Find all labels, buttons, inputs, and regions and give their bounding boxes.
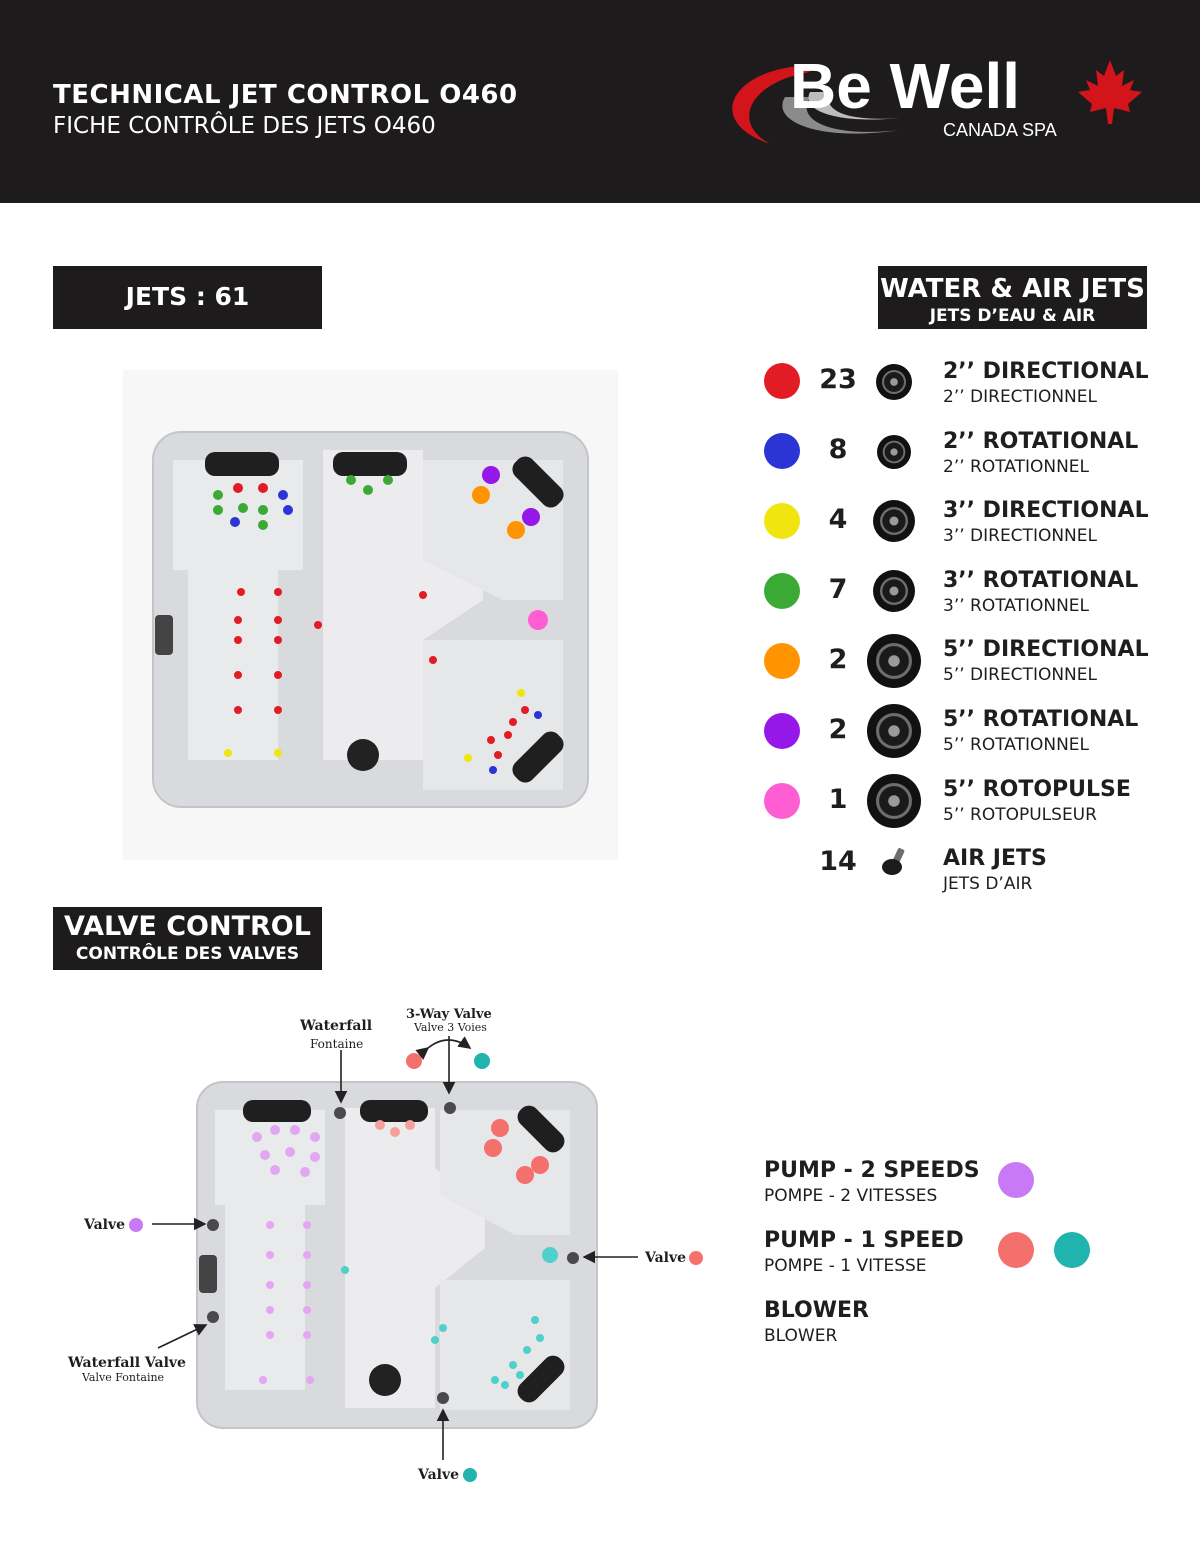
pump-2-speeds-dot [998, 1162, 1034, 1198]
page-subtitle: FICHE CONTRÔLE DES JETS O460 [53, 113, 436, 139]
valve-annotations [0, 990, 740, 1510]
legend-name-fr: 3’’ ROTATIONNEL [943, 596, 1090, 616]
jet-5in-rotopulse-icon [867, 774, 921, 828]
valve-control-subtitle: CONTRÔLE DES VALVES [75, 944, 300, 964]
legend-dot-green [764, 573, 800, 609]
filter-icon [347, 739, 379, 771]
legend-count: 1 [828, 784, 848, 815]
three-way-valve-label-fr: Valve 3 Voies [414, 1021, 487, 1034]
jet-2in-directional-icon [876, 364, 912, 400]
jets-count-label: JETS : 61 [125, 282, 250, 311]
legend-count: 2 [828, 714, 848, 745]
jet-5in-directional-icon [867, 634, 921, 688]
headrest-icon [205, 452, 279, 476]
waterfall-label: Waterfall [300, 1018, 373, 1034]
valve-label-right: Valve [645, 1250, 687, 1266]
valve-dot-purple [129, 1218, 143, 1232]
legend-dot-purple [764, 713, 800, 749]
waterfall-valve-label-fr: Valve Fontaine [82, 1371, 165, 1384]
legend-dot-pink [764, 783, 800, 819]
valve-dot-teal [463, 1468, 477, 1482]
legend-count: 23 [819, 364, 857, 395]
air-jet-icon [878, 845, 910, 877]
be-well-logo [710, 52, 1160, 162]
valve-dot-salmon [689, 1251, 703, 1265]
blower-label: BLOWER [764, 1298, 869, 1323]
legend-count: 2 [828, 644, 848, 675]
legend-dot-blue [764, 433, 800, 469]
three-way-dot-salmon [406, 1053, 422, 1069]
headrest-icon [333, 452, 407, 476]
legend-name-fr: 5’’ ROTATIONNEL [943, 735, 1090, 755]
legend-dot-orange [764, 643, 800, 679]
jet-2in-rotational-icon [877, 435, 911, 469]
valve-control-box [53, 907, 322, 970]
valve-control-title: VALVE CONTROL [64, 911, 311, 942]
valve-label-bottom: Valve [418, 1467, 460, 1483]
legend-name: 5’’ DIRECTIONAL [943, 637, 1149, 662]
maple-leaf-icon [1078, 60, 1142, 124]
legend-dot-yellow [764, 503, 800, 539]
waterfall-label-fr: Fontaine [310, 1037, 364, 1051]
pump-1-speed-dot-teal [1054, 1232, 1090, 1268]
jet-3in-rotational-icon [873, 570, 915, 612]
control-panel-icon [155, 615, 173, 655]
legend-name-fr: JETS D’AIR [943, 874, 1033, 894]
legend-name-fr: 2’’ ROTATIONNEL [943, 457, 1090, 477]
pump-2-speeds-label-fr: POMPE - 2 VITESSES [764, 1186, 938, 1206]
waterfall-valve-pointer [158, 1325, 206, 1348]
pump-1-speed-label: PUMP - 1 SPEED [764, 1228, 964, 1253]
legend-dot-red [764, 363, 800, 399]
waterfall-valve-label: Waterfall Valve [68, 1355, 186, 1371]
pump-2-speeds-label: PUMP - 2 SPEEDS [764, 1158, 980, 1183]
logo-subtitle: CANADA SPA [943, 120, 1057, 140]
legend-name: 5’’ ROTOPULSE [943, 777, 1131, 802]
legend-count: 7 [828, 574, 848, 605]
jet-3in-directional-icon [873, 500, 915, 542]
three-way-dot-teal [474, 1053, 490, 1069]
legend-name: 3’’ ROTATIONAL [943, 568, 1139, 593]
page-header [0, 0, 1200, 203]
spa-jet-diagram [123, 370, 618, 860]
legend-count: 4 [828, 504, 848, 535]
jets-count-box [53, 266, 322, 329]
legend-name-fr: 5’’ ROTOPULSEUR [943, 805, 1097, 825]
valve-label-left: Valve [84, 1217, 126, 1233]
pump-1-speed-dot-salmon [998, 1232, 1034, 1268]
pump-1-speed-label-fr: POMPE - 1 VITESSE [764, 1256, 927, 1276]
three-way-valve-label: 3-Way Valve [406, 1007, 492, 1022]
legend-count: 8 [828, 434, 848, 465]
water-air-jets-title: WATER & AIR JETS [880, 274, 1145, 304]
legend-name: AIR JETS [943, 846, 1047, 871]
page-title: TECHNICAL JET CONTROL O460 [53, 80, 518, 110]
legend-name: 2’’ ROTATIONAL [943, 429, 1139, 454]
legend-name: 5’’ ROTATIONAL [943, 707, 1139, 732]
water-air-jets-box [878, 266, 1147, 329]
legend-name-fr: 2’’ DIRECTIONNEL [943, 387, 1097, 407]
legend-name: 3’’ DIRECTIONAL [943, 498, 1149, 523]
legend-name-fr: 3’’ DIRECTIONNEL [943, 526, 1097, 546]
legend-count: 14 [819, 846, 857, 877]
blower-label-fr: BLOWER [764, 1326, 838, 1346]
logo-text: Be Well [790, 52, 1020, 122]
water-air-jets-subtitle: JETS D’EAU & AIR [929, 306, 1096, 326]
legend-name: 2’’ DIRECTIONAL [943, 359, 1149, 384]
legend-name-fr: 5’’ DIRECTIONNEL [943, 665, 1097, 685]
jet-5in-rotational-icon [867, 704, 921, 758]
